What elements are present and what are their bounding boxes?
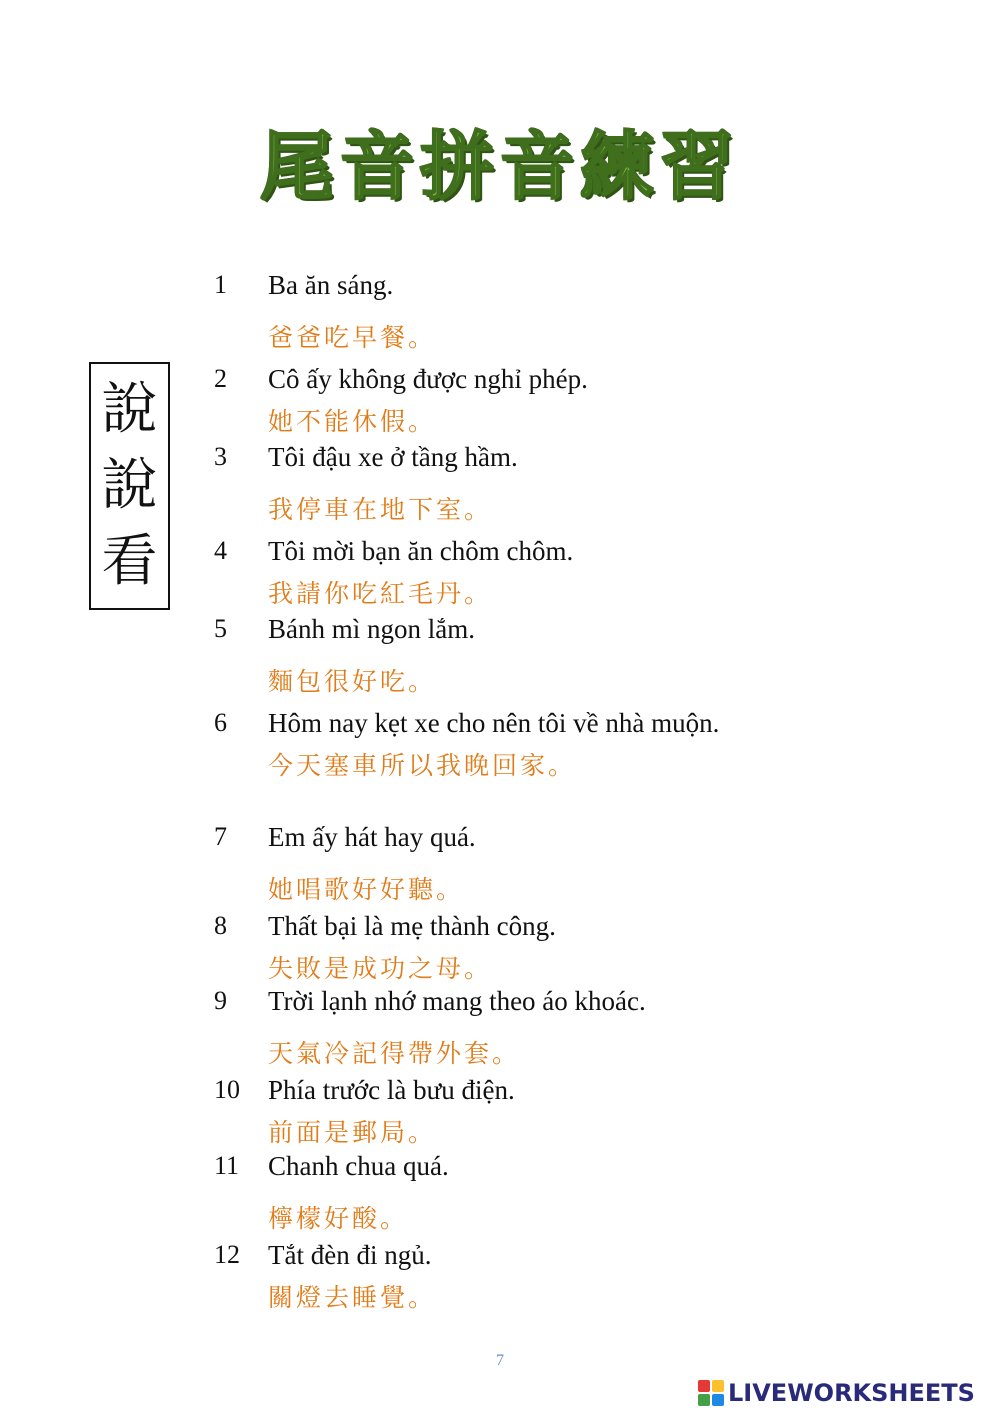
- chinese-translation: 天氣冷記得帶外套。: [268, 1039, 521, 1068]
- vietnamese-sentence: Tắt đèn đi ngủ.: [268, 1240, 432, 1270]
- item-number: 1: [214, 270, 227, 299]
- item-number: 11: [214, 1151, 240, 1180]
- item-number: 9: [214, 986, 227, 1015]
- item-number: 8: [214, 911, 227, 940]
- liveworksheets-brand: [698, 1378, 975, 1408]
- speak-char-1: 說: [101, 377, 158, 442]
- speak-char-2: 說: [101, 453, 158, 518]
- item-number: 12: [214, 1240, 240, 1269]
- item-number: 4: [214, 536, 227, 565]
- chinese-translation: 前面是郵局。: [268, 1118, 437, 1147]
- chinese-translation: 關燈去睡覺。: [268, 1283, 437, 1312]
- chinese-translation: 檸檬好酸。: [268, 1204, 409, 1233]
- vietnamese-sentence: Cô ấy không được nghỉ phép.: [268, 364, 588, 394]
- chinese-translation: 她不能休假。: [268, 407, 437, 436]
- chinese-translation: 我請你吃紅毛丹。: [268, 579, 493, 608]
- item-number: 2: [214, 364, 227, 393]
- chinese-translation: 麵包很好吃。: [268, 667, 437, 696]
- chinese-translation: 爸爸吃早餐。: [268, 323, 437, 352]
- chinese-translation: 今天塞車所以我晚回家。: [268, 751, 577, 780]
- page-title: 尾音拼音練習: [260, 124, 740, 210]
- item-number: 7: [214, 822, 227, 851]
- item-number: 3: [214, 442, 227, 471]
- vietnamese-sentence: Trời lạnh nhớ mang theo áo khoác.: [268, 986, 646, 1016]
- vietnamese-sentence: Thất bại là mẹ thành công.: [268, 911, 556, 941]
- vietnamese-sentence: Tôi mời bạn ăn chôm chôm.: [268, 536, 574, 566]
- page-number: 7: [496, 1352, 504, 1369]
- vietnamese-sentence: Phía trước là bưu điện.: [268, 1075, 515, 1105]
- vietnamese-sentence: Bánh mì ngon lắm.: [268, 614, 475, 644]
- brand-name: LIVEWORKSHEETS: [728, 1379, 975, 1407]
- vietnamese-sentence: Em ấy hát hay quá.: [268, 822, 476, 852]
- vietnamese-sentence: Tôi đậu xe ở tầng hầm.: [268, 442, 518, 472]
- chinese-translation: 失敗是成功之母。: [268, 954, 493, 983]
- speak-label-box: [89, 362, 170, 610]
- liveworksheets-logo-icon: [698, 1380, 724, 1406]
- speak-char-3: 看: [101, 529, 158, 594]
- vietnamese-sentence: Ba ăn sáng.: [268, 270, 394, 300]
- item-number: 6: [214, 708, 227, 737]
- chinese-translation: 我停車在地下室。: [268, 495, 493, 524]
- chinese-translation: 她唱歌好好聽。: [268, 875, 465, 904]
- item-number: 10: [214, 1075, 240, 1104]
- vietnamese-sentence: Chanh chua quá.: [268, 1151, 449, 1181]
- vietnamese-sentence: Hôm nay kẹt xe cho nên tôi về nhà muộn.: [268, 708, 720, 738]
- item-number: 5: [214, 614, 227, 643]
